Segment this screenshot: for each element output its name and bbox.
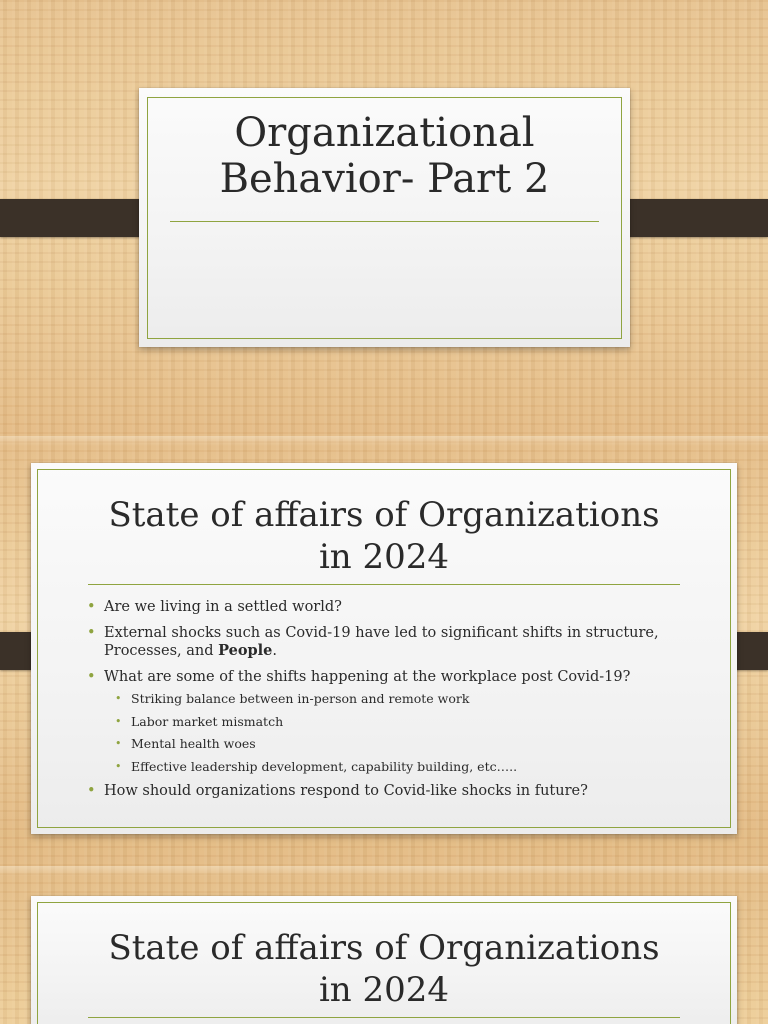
title-slide [139, 88, 630, 347]
slide-title: State of affairs of Organizations in 2024 [108, 928, 660, 1010]
bullet-list [87, 598, 687, 808]
content-slide [31, 463, 737, 834]
sub-list-item [115, 759, 687, 775]
list-item [87, 624, 687, 660]
bullet-dot-icon: • [87, 599, 96, 615]
list-item [87, 782, 687, 800]
bullet-dot-icon: • [87, 669, 96, 685]
title-underline [88, 1017, 680, 1018]
sub-list-item [115, 714, 687, 730]
sub-list-item [115, 691, 687, 707]
sub-list-item [115, 736, 687, 752]
sub-bullet-text: Mental health woes [131, 736, 256, 751]
wood-seam [0, 866, 768, 876]
sub-bullet-text: Effective leadership development, capability building, etc….. [131, 758, 518, 774]
bullet-text: What are some of the shifts happening at the workplace post Covid-19? [104, 669, 631, 685]
wood-seam [0, 436, 768, 446]
list-item [87, 668, 687, 686]
bullet-dot-icon: • [115, 714, 122, 728]
slide-title: State of affairs of Organizations in 2024 [108, 495, 660, 577]
bullet-text: External shocks such as Covid-19 have led to significant shifts in structure, Processes, and [104, 625, 659, 659]
slide-title: Organizational Behavior- Part 2 [219, 110, 550, 202]
bullet-dot-icon: • [87, 625, 96, 641]
list-item [87, 598, 687, 616]
sub-bullet-text: Striking balance between in-person and remote work [131, 691, 470, 706]
bullet-suffix: . [272, 643, 278, 659]
decorative-band-right [612, 199, 768, 237]
bullet-text: Are we living in a settled world? [104, 599, 342, 615]
decorative-band-left [0, 199, 156, 237]
content-slide [31, 896, 737, 1024]
bullet-text: How should organizations respond to Covid-like shocks in future? [104, 782, 588, 799]
title-underline [170, 221, 599, 222]
sub-bullet-text: Labor market mismatch [131, 713, 284, 729]
title-underline [88, 584, 680, 585]
bullet-dot-icon: • [115, 692, 122, 705]
bullet-dot-icon: • [115, 759, 122, 773]
bullet-dot-icon: • [87, 782, 96, 799]
bullet-dot-icon: • [115, 737, 122, 750]
bullet-bold-text: People [218, 642, 273, 659]
